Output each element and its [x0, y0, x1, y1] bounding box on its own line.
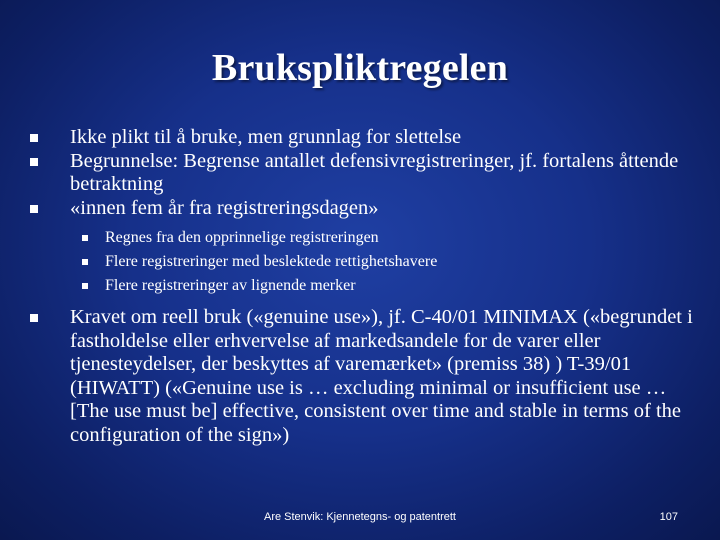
bullet-text: Begrunnelse: Begrense antallet defensivregistreringer, jf. fortalens åttende betraktning — [70, 149, 679, 195]
bullet-text: Kravet om reell bruk («genuine use»), jf. C-40/01 MINIMAX («begrundet i fastholdelse eller erhvervelse af markedsandele for de varer eller tjenesteydelser, der beskyttes af varemærket» (premiss 38) ) T-39/01 (HIWATT) («Genuine use is … excluding minimal or insufficient use … [The use must be] effective, consistent over time and stable in terms of the configuration of the sign») — [70, 306, 693, 446]
footer-author: Are Stenvik: Kjennetegns- og patentrett — [263, 511, 456, 523]
bullet-item — [30, 197, 700, 221]
bullet-text: «innen fem år fra registreringsdagen» — [70, 196, 379, 219]
sub-bullet-text: Flere registreringer med beslektede rettighetshavere — [105, 253, 438, 270]
sub-bullet-text: Flere registreringer av lignende merker — [105, 277, 356, 294]
sub-bullet-item — [30, 226, 700, 250]
square-bullet-icon — [30, 158, 38, 166]
slide-title: Brukspliktregelen — [211, 47, 509, 89]
bullet-text: Ikke plikt til å bruke, men grunnlag for slettelse — [70, 126, 462, 148]
slide-content — [30, 126, 700, 447]
square-bullet-icon — [82, 283, 88, 289]
bullet-item — [30, 306, 700, 447]
sub-bullet-text: Regnes fra den opprinnelige registreringen — [105, 229, 379, 246]
square-bullet-icon — [30, 205, 38, 213]
square-bullet-icon — [30, 134, 38, 142]
square-bullet-icon — [82, 235, 88, 241]
bullet-item — [30, 150, 700, 197]
sub-bullet-item — [30, 274, 700, 298]
page-number: 107 — [659, 511, 678, 523]
sub-bullet-item — [30, 250, 700, 274]
square-bullet-icon — [82, 259, 88, 265]
square-bullet-icon — [30, 314, 38, 322]
bullet-item — [30, 126, 700, 150]
